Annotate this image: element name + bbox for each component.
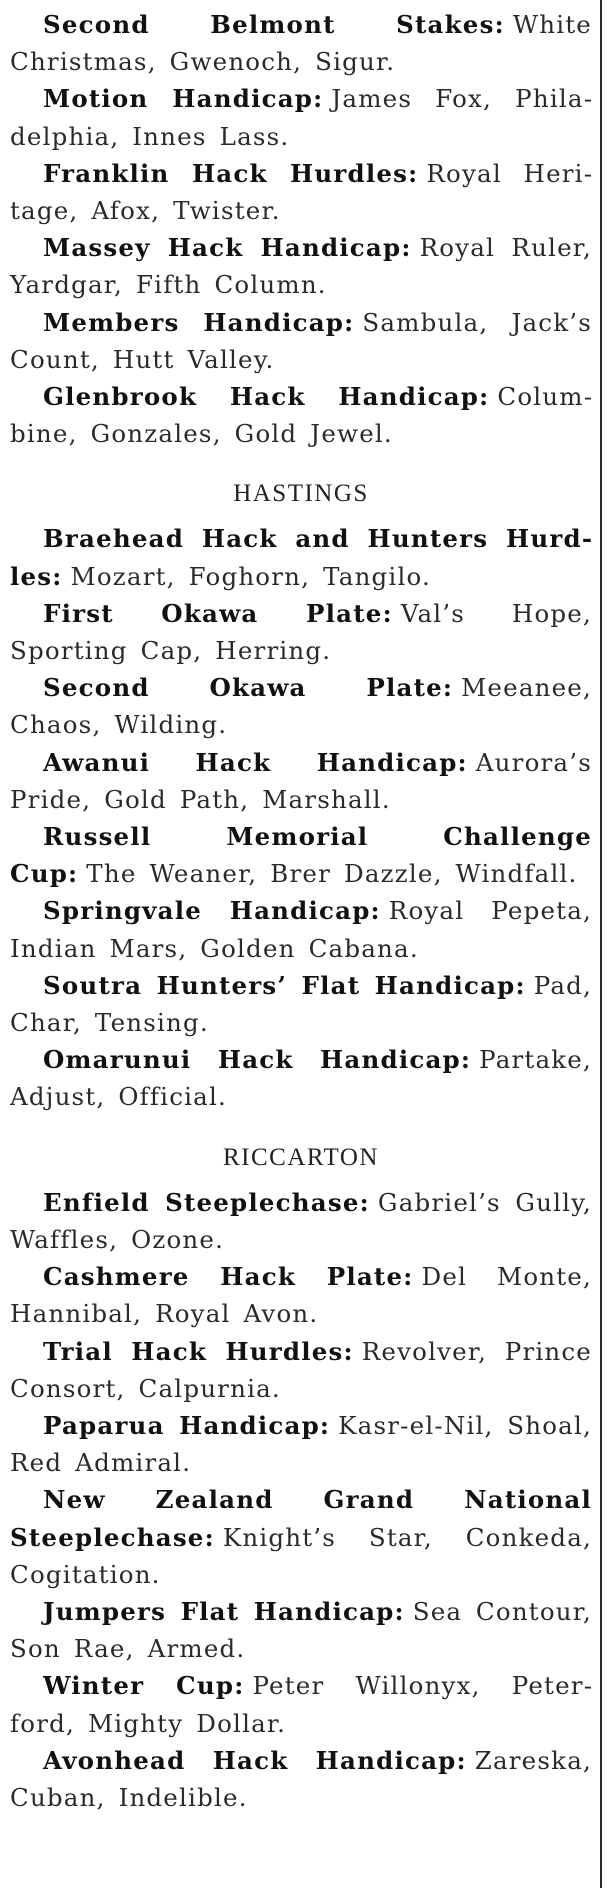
race-placings: Royal Heritage, Afox, Twister. xyxy=(10,158,593,226)
race-placings: Zareska, Cuban, Indelible. xyxy=(10,1745,592,1812)
race-name: Members Handicap xyxy=(43,307,345,337)
result-entry xyxy=(10,229,592,303)
colon-separator: : xyxy=(204,1522,215,1552)
result-entry xyxy=(10,304,592,378)
result-entry xyxy=(10,6,592,80)
race-name: Awanui Hack Handicap xyxy=(43,747,458,777)
colon-separator: : xyxy=(515,970,526,1000)
result-entry xyxy=(10,1742,592,1816)
colon-separator: : xyxy=(401,233,412,263)
section-heading: HASTINGS xyxy=(233,480,369,508)
result-entry xyxy=(10,1407,592,1481)
race-placings: Partake, Adjust, Official. xyxy=(10,1045,592,1112)
colon-separator: : xyxy=(370,896,381,926)
race-name: First Okawa Plate xyxy=(43,598,383,628)
race-placings: Aurora’s Pride, Gold Path, Marshall. xyxy=(10,747,592,814)
colon-separator: : xyxy=(456,1745,467,1775)
result-entry xyxy=(10,155,592,229)
race-name: Paparua Handicap xyxy=(43,1410,320,1440)
colon-separator: : xyxy=(408,158,419,188)
section-auckland-continued xyxy=(10,6,592,452)
colon-separator: : xyxy=(494,10,505,39)
race-placings: Val’s Hope, Sporting Cap, Herring. xyxy=(10,598,592,666)
race-placings: James Fox, Philadelphia, Innes Lass. xyxy=(10,84,592,151)
result-entry xyxy=(10,1041,592,1115)
colon-separator: : xyxy=(457,747,468,777)
result-entry xyxy=(10,1184,592,1258)
colon-separator: : xyxy=(319,1410,331,1440)
colon-separator: : xyxy=(343,1336,354,1366)
result-entry xyxy=(10,378,592,452)
section-riccarton xyxy=(10,1136,592,1816)
result-entry xyxy=(10,1481,592,1593)
race-name: Second Okawa Plate xyxy=(43,673,443,703)
race-name: New Zealand Grand National Steeplechase xyxy=(10,1485,592,1552)
race-name: Russell Memorial Challenge Cup xyxy=(10,822,592,889)
race-name: Motion Handicap xyxy=(43,84,314,114)
colon-separator: : xyxy=(359,1187,370,1217)
racing-results-column xyxy=(10,6,592,1816)
result-entry xyxy=(10,892,592,966)
race-placings: Kasr-el-Nil, Shoal, Red Admiral. xyxy=(10,1410,592,1478)
colon-separator: : xyxy=(344,307,355,337)
result-entry xyxy=(10,1258,592,1332)
race-placings: Sambula, Jack’s Count, Hutt Valley. xyxy=(10,307,592,374)
race-placings: Meeanee, Chaos, Wilding. xyxy=(10,673,592,740)
result-entry xyxy=(10,595,592,669)
result-entry xyxy=(10,1593,592,1667)
section-spacer xyxy=(10,1116,592,1136)
race-name: Second Belmont Stakes xyxy=(43,10,495,39)
race-placings: Pad, Char, Tensing. xyxy=(10,970,592,1038)
result-entry xyxy=(10,520,592,594)
colon-separator: : xyxy=(460,1045,472,1075)
colon-separator: : xyxy=(68,859,79,889)
result-entry xyxy=(10,744,592,818)
race-name: Franklin Hack Hurdles xyxy=(43,158,409,188)
race-placings: Gabriel’s Gully, Waffles, Ozone. xyxy=(10,1187,592,1254)
colon-separator: : xyxy=(382,598,393,628)
race-name: Soutra Hunters’ Flat Handicap xyxy=(43,970,516,1000)
colon-separator: : xyxy=(479,382,490,412)
result-entry xyxy=(10,1333,592,1407)
race-placings: Royal Pepeta, Indian Mars, Golden Cabana. xyxy=(10,896,592,963)
race-name: Glenbrook Hack Handicap xyxy=(43,382,480,412)
race-placings: Peter Willonyx, Peterford, Mighty Dollar. xyxy=(10,1671,592,1738)
race-placings: Revolver, Prince Consort, Calpurnia. xyxy=(10,1336,593,1403)
column-rule xyxy=(600,0,602,1888)
colon-separator: : xyxy=(394,1596,405,1626)
race-name: Enfield Steeplechase xyxy=(43,1187,360,1217)
race-name: Cashmere Hack Plate xyxy=(43,1262,404,1292)
race-name: Springvale Handicap xyxy=(43,896,371,926)
race-name: Braehead Hack and Hunters Hurdles xyxy=(10,524,592,591)
race-name: Omarunui Hack Handicap xyxy=(43,1045,461,1075)
race-placings: White Christmas, Gwenoch, Sigur. xyxy=(10,10,592,77)
race-name: Trial Hack Hurdles xyxy=(43,1336,344,1366)
result-entry xyxy=(10,818,592,892)
result-entry xyxy=(10,669,592,743)
race-placings: Columbine, Gonzales, Gold Jewel. xyxy=(10,382,592,449)
colon-separator: : xyxy=(52,561,63,591)
race-name: Winter Cup xyxy=(43,1671,235,1701)
section-heading: RICCARTON xyxy=(222,1143,379,1171)
colon-separator: : xyxy=(403,1262,414,1292)
race-placings: The Weaner, Brer Dazzle, Windfall. xyxy=(86,859,578,889)
race-name: Jumpers Flat Handicap xyxy=(43,1596,395,1626)
race-placings: Royal Ruler, Yardgar, Fifth Column. xyxy=(10,233,592,300)
result-entry xyxy=(10,80,592,154)
race-placings: Mozart, Foghorn, Tangilo. xyxy=(70,561,432,591)
colon-separator: : xyxy=(234,1671,245,1701)
race-placings: Knight’s Star, Conkeda, Cogitation. xyxy=(10,1522,592,1589)
colon-separator: : xyxy=(313,84,324,114)
race-name: Avonhead Hack Handicap xyxy=(43,1745,457,1775)
section-spacer xyxy=(10,452,592,472)
race-placings: Sea Contour, Son Rae, Armed. xyxy=(10,1596,592,1664)
section-hastings xyxy=(10,472,592,1115)
race-name: Massey Hack Handicap xyxy=(43,233,402,263)
colon-separator: : xyxy=(442,673,454,703)
result-entry xyxy=(10,1667,592,1741)
result-entry xyxy=(10,967,592,1041)
race-placings: Del Monte, Hannibal, Royal Avon. xyxy=(10,1262,592,1329)
